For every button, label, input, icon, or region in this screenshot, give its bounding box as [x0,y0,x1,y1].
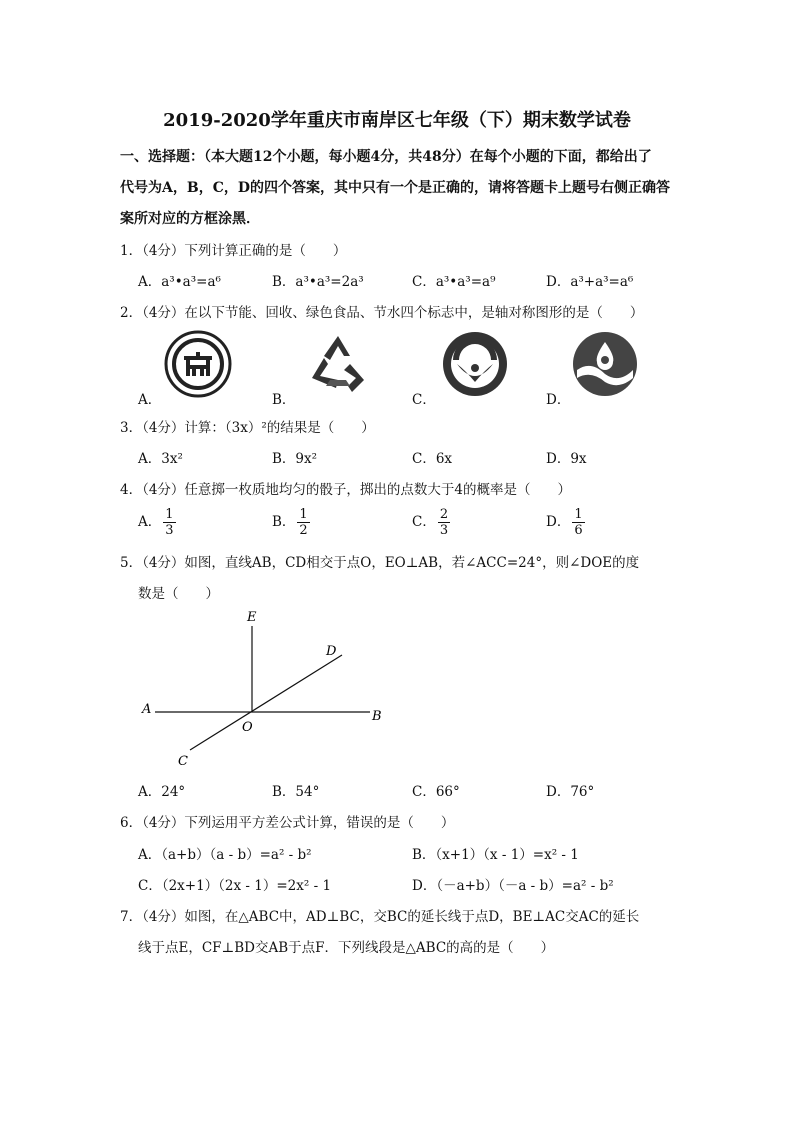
question-2-label-d: D． [546,392,571,408]
denominator: 3 [439,523,449,538]
energy-saving-logo-icon [164,330,232,398]
question-2-label-c: C． [412,392,436,408]
question-7-stem-line1: 7．（4分）如图，在△ABC中，AD⊥BC，交BC的延长线于点D，BE⊥AC交AC的延长 [120,909,640,925]
question-4-option-b [272,507,310,538]
question-1-option-d: D．a³+a³=a⁶ [546,274,634,290]
denominator: 3 [165,523,174,538]
page-title: 2019-2020学年重庆市南岸区七年级（下）期末数学试卷 [163,110,631,131]
point-label-b: B [372,709,382,724]
question-2-label-a: A． [138,392,162,408]
question-2-stem: 2．（4分）在以下节能、回收、绿色食品、节水四个标志中，是轴对称图形的是（ ） [120,305,644,321]
question-3-stem: 3．（4分）计算：（3x）²的结果是（ ） [120,420,375,436]
question-5-stem-line2: 数是（ ） [138,586,219,602]
option-label: A． [138,514,162,530]
question-4-stem: 4．（4分）任意掷一枚质地均匀的骰子，掷出的点数大于4的概率是（ ） [120,482,572,498]
question-5-option-a: A．24° [138,784,186,800]
green-food-logo-icon [441,330,509,398]
point-label-o: O [242,720,253,735]
section-instructions-line3: 案所对应的方框涂黑． [120,211,260,227]
recycling-logo-icon [304,330,372,398]
question-4-option-c [412,507,450,538]
question-4-option-a [138,507,176,538]
question-1-option-a: A．a³•a³=a⁶ [138,274,221,290]
point-label-a: A [142,702,152,717]
fraction [438,507,450,538]
question-6-option-b: B．（x+1）（x - 1）=x² - 1 [412,847,579,863]
fraction [572,507,584,538]
denominator: 6 [574,523,583,538]
question-3-option-c: C．6x [412,451,453,467]
question-6-option-a: A．（a+b）（a - b）=a² - b² [138,847,312,863]
question-5-geometry-figure [130,600,400,780]
numerator: 2 [439,507,449,522]
question-1-option-b: B．a³•a³=2a³ [272,274,364,290]
question-4-option-d [546,507,585,538]
line-cd [190,655,342,750]
question-2-label-b: B． [272,392,296,408]
question-5-option-d: D．76° [546,784,595,800]
option-label: B． [272,514,296,530]
option-label: D． [546,514,571,530]
question-1-stem: 1．（4分）下列计算正确的是（ ） [120,243,347,259]
question-5-stem-line1: 5．（4分）如图，直线AB，CD相交于点O，EO⊥AB，若∠ACC=24°，则∠DOE的度 [120,555,640,571]
fraction [163,507,175,538]
numerator: 1 [165,507,174,522]
denominator: 2 [299,523,308,538]
point-label-c: C [178,754,188,769]
section-instructions-line1: 一、选择题：（本大题12个小题，每小题4分，共48分）在每个小题的下面，都给出了 [120,149,652,165]
question-5-option-c: C．66° [412,784,460,800]
fraction [297,507,309,538]
question-6-option-d: D．（－a+b）（－a - b）=a² - b² [412,878,614,894]
question-3-option-b: B．9x² [272,451,318,467]
question-7-stem-line2: 线于点E，CF⊥BD交AB于点F．下列线段是△ABC的高的是（ ） [138,940,555,956]
water-saving-logo-icon [571,330,639,398]
question-3-option-a: A．3x² [138,451,183,467]
point-label-d: D [326,644,337,659]
question-1-option-c: C．a³•a³=a⁹ [412,274,496,290]
point-label-e: E [247,610,257,625]
question-5-option-b: B．54° [272,784,320,800]
section-instructions-line2: 代号为A，B，C，D的四个答案，其中只有一个是正确的，请将答题卡上题号右侧正确答 [120,180,670,196]
numerator: 1 [574,507,583,522]
question-3-option-d: D．9x [546,451,587,467]
option-label: C． [412,514,436,530]
question-6-stem: 6．（4分）下列运用平方差公式计算，错误的是（ ） [120,815,455,831]
question-6-option-c: C．（2x+1）（2x - 1）=2x² - 1 [138,878,332,894]
numerator: 1 [299,507,308,522]
